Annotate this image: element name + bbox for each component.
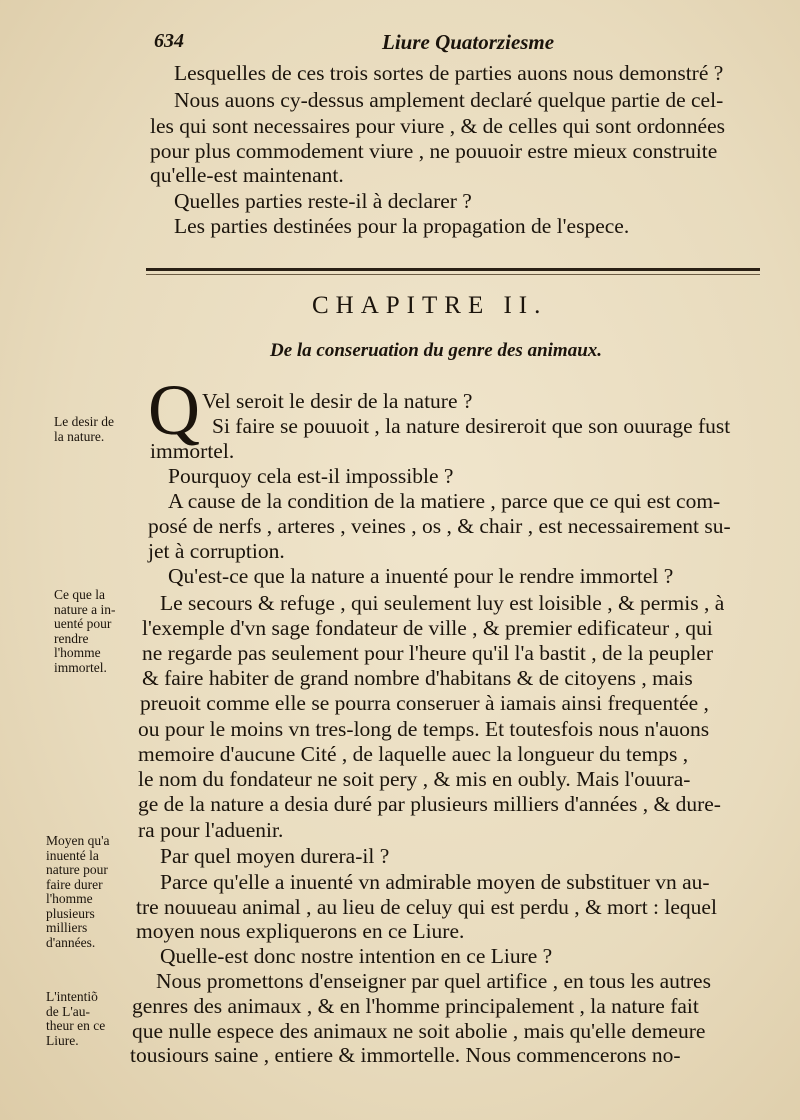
text-line: le nom du fondateur ne soit pery , & mis en oubly. Mais l'ouura- — [138, 767, 691, 791]
text-line: moyen nous expliquerons en ce Liure. — [136, 919, 465, 943]
margin-note — [46, 834, 110, 950]
text-line: l'exemple d'vn sage fondateur de ville , & premier edificateur , qui — [142, 616, 713, 640]
text-line: ra pour l'aduenir. — [138, 818, 284, 842]
text-line: preuoit comme elle se pourra conseruer à iamais ainsi frequentée , — [140, 691, 709, 715]
text-line: Parce qu'elle a inuenté vn admirable moyen de substituer vn au- — [160, 870, 710, 894]
margin-note-line: inuenté la — [46, 847, 99, 863]
text-line: pour plus commodement viure , ne pouuoir estre mieux construite — [150, 139, 718, 163]
margin-note-line: Le desir de — [54, 414, 114, 429]
text-line: ge de la nature a desia duré par plusieurs milliers d'années , & dure- — [138, 792, 721, 816]
margin-note — [46, 990, 105, 1048]
margin-note-line: d'années. — [46, 934, 96, 950]
page-number: 634 — [154, 30, 184, 52]
section-rule-thin — [146, 274, 760, 275]
margin-note-line: uenté pour — [54, 616, 112, 631]
text-line: memoire d'aucune Cité , de laquelle auec la longueur du temps , — [138, 742, 689, 766]
text-line: Vel seroit le desir de la nature ? — [202, 389, 473, 413]
chapter-title: CHAPITRE II. — [312, 292, 548, 319]
margin-note — [54, 415, 114, 444]
chapter-subtitle: De la conseruation du genre des animaux. — [270, 340, 603, 361]
text-line: Quelles parties reste-il à declarer ? — [174, 189, 472, 213]
margin-note-line: la nature. — [54, 428, 105, 444]
margin-note-line: theur en ce — [46, 1018, 106, 1033]
text-line: ou pour le moins vn tres-long de temps. Et toutesfois nous n'auons — [138, 717, 710, 741]
margin-note — [54, 588, 115, 675]
text-line: les qui sont necessaires pour viure , & de celles qui sont ordonnées — [150, 114, 725, 138]
text-line: immortel. — [150, 439, 235, 463]
margin-note-line: l'homme — [46, 891, 93, 906]
text-line: Si faire se pouuoit , la nature desireroit que son ouurage fust — [212, 414, 731, 438]
margin-note-line: Liure. — [46, 1032, 79, 1048]
text-line: genres des animaux , & en l'homme principalement , la nature fait — [132, 994, 699, 1018]
page-header — [150, 30, 750, 60]
margin-note-line: de L'au- — [46, 1003, 91, 1019]
text-line: qu'elle-est maintenant. — [150, 163, 344, 187]
margin-note-line: rendre — [54, 630, 89, 646]
margin-note-line: immortel. — [54, 659, 107, 675]
text-line: tousiours saine , entiere & immortelle. Nous commencerons no- — [130, 1043, 681, 1067]
margin-note-line: Moyen qu'a — [46, 833, 110, 848]
drop-cap: Q — [148, 370, 200, 450]
text-line: Nous promettons d'enseigner par quel artifice , en tous les autres — [156, 969, 711, 993]
margin-note-line: nature pour — [46, 862, 108, 877]
running-title: Liure Quatorziesme — [382, 30, 555, 54]
margin-note-line: nature a in- — [54, 601, 116, 617]
section-rule — [146, 268, 760, 271]
text-line: posé de nerfs , arteres , veines , os , & chair , est necessairement su- — [148, 514, 731, 538]
text-line: A cause de la condition de la matiere , parce que ce qui est com- — [168, 489, 721, 513]
margin-note-line: milliers — [46, 920, 88, 935]
margin-note-line: L'intentiõ — [46, 989, 98, 1004]
text-line: Par quel moyen durera-il ? — [160, 844, 390, 868]
text-line: que nulle espece des animaux ne soit abolie , mais qu'elle demeure — [132, 1019, 706, 1043]
margin-note-line: Ce que la — [54, 587, 105, 602]
margin-note-line: l'homme — [54, 645, 101, 660]
text-line: tre nouueau animal , au lieu de celuy qui est perdu , & mort : lequel — [136, 895, 717, 919]
margin-note-line: plusieurs — [46, 905, 95, 921]
text-line: Les parties destinées pour la propagation de l'espece. — [174, 214, 630, 238]
margin-note-line: faire durer — [46, 876, 103, 892]
text-line: jet à corruption. — [148, 539, 285, 563]
text-line: & faire habiter de grand nombre d'habitans & de citoyens , mais — [142, 666, 693, 690]
text-line: Quelle-est donc nostre intention en ce Liure ? — [160, 944, 553, 968]
text-line: Nous auons cy-dessus amplement declaré quelque partie de cel- — [174, 88, 724, 112]
text-line: Lesquelles de ces trois sortes de parties auons nous demonstré ? — [174, 61, 724, 85]
text-line: Le secours & refuge , qui seulement luy est loisible , & permis , à — [160, 591, 725, 615]
text-line: Pourquoy cela est-il impossible ? — [168, 464, 454, 488]
text-line: Qu'est-ce que la nature a inuenté pour le rendre immortel ? — [168, 564, 674, 588]
text-line: ne regarde pas seulement pour l'heure qu'il l'a bastit , de la peupler — [142, 641, 714, 665]
